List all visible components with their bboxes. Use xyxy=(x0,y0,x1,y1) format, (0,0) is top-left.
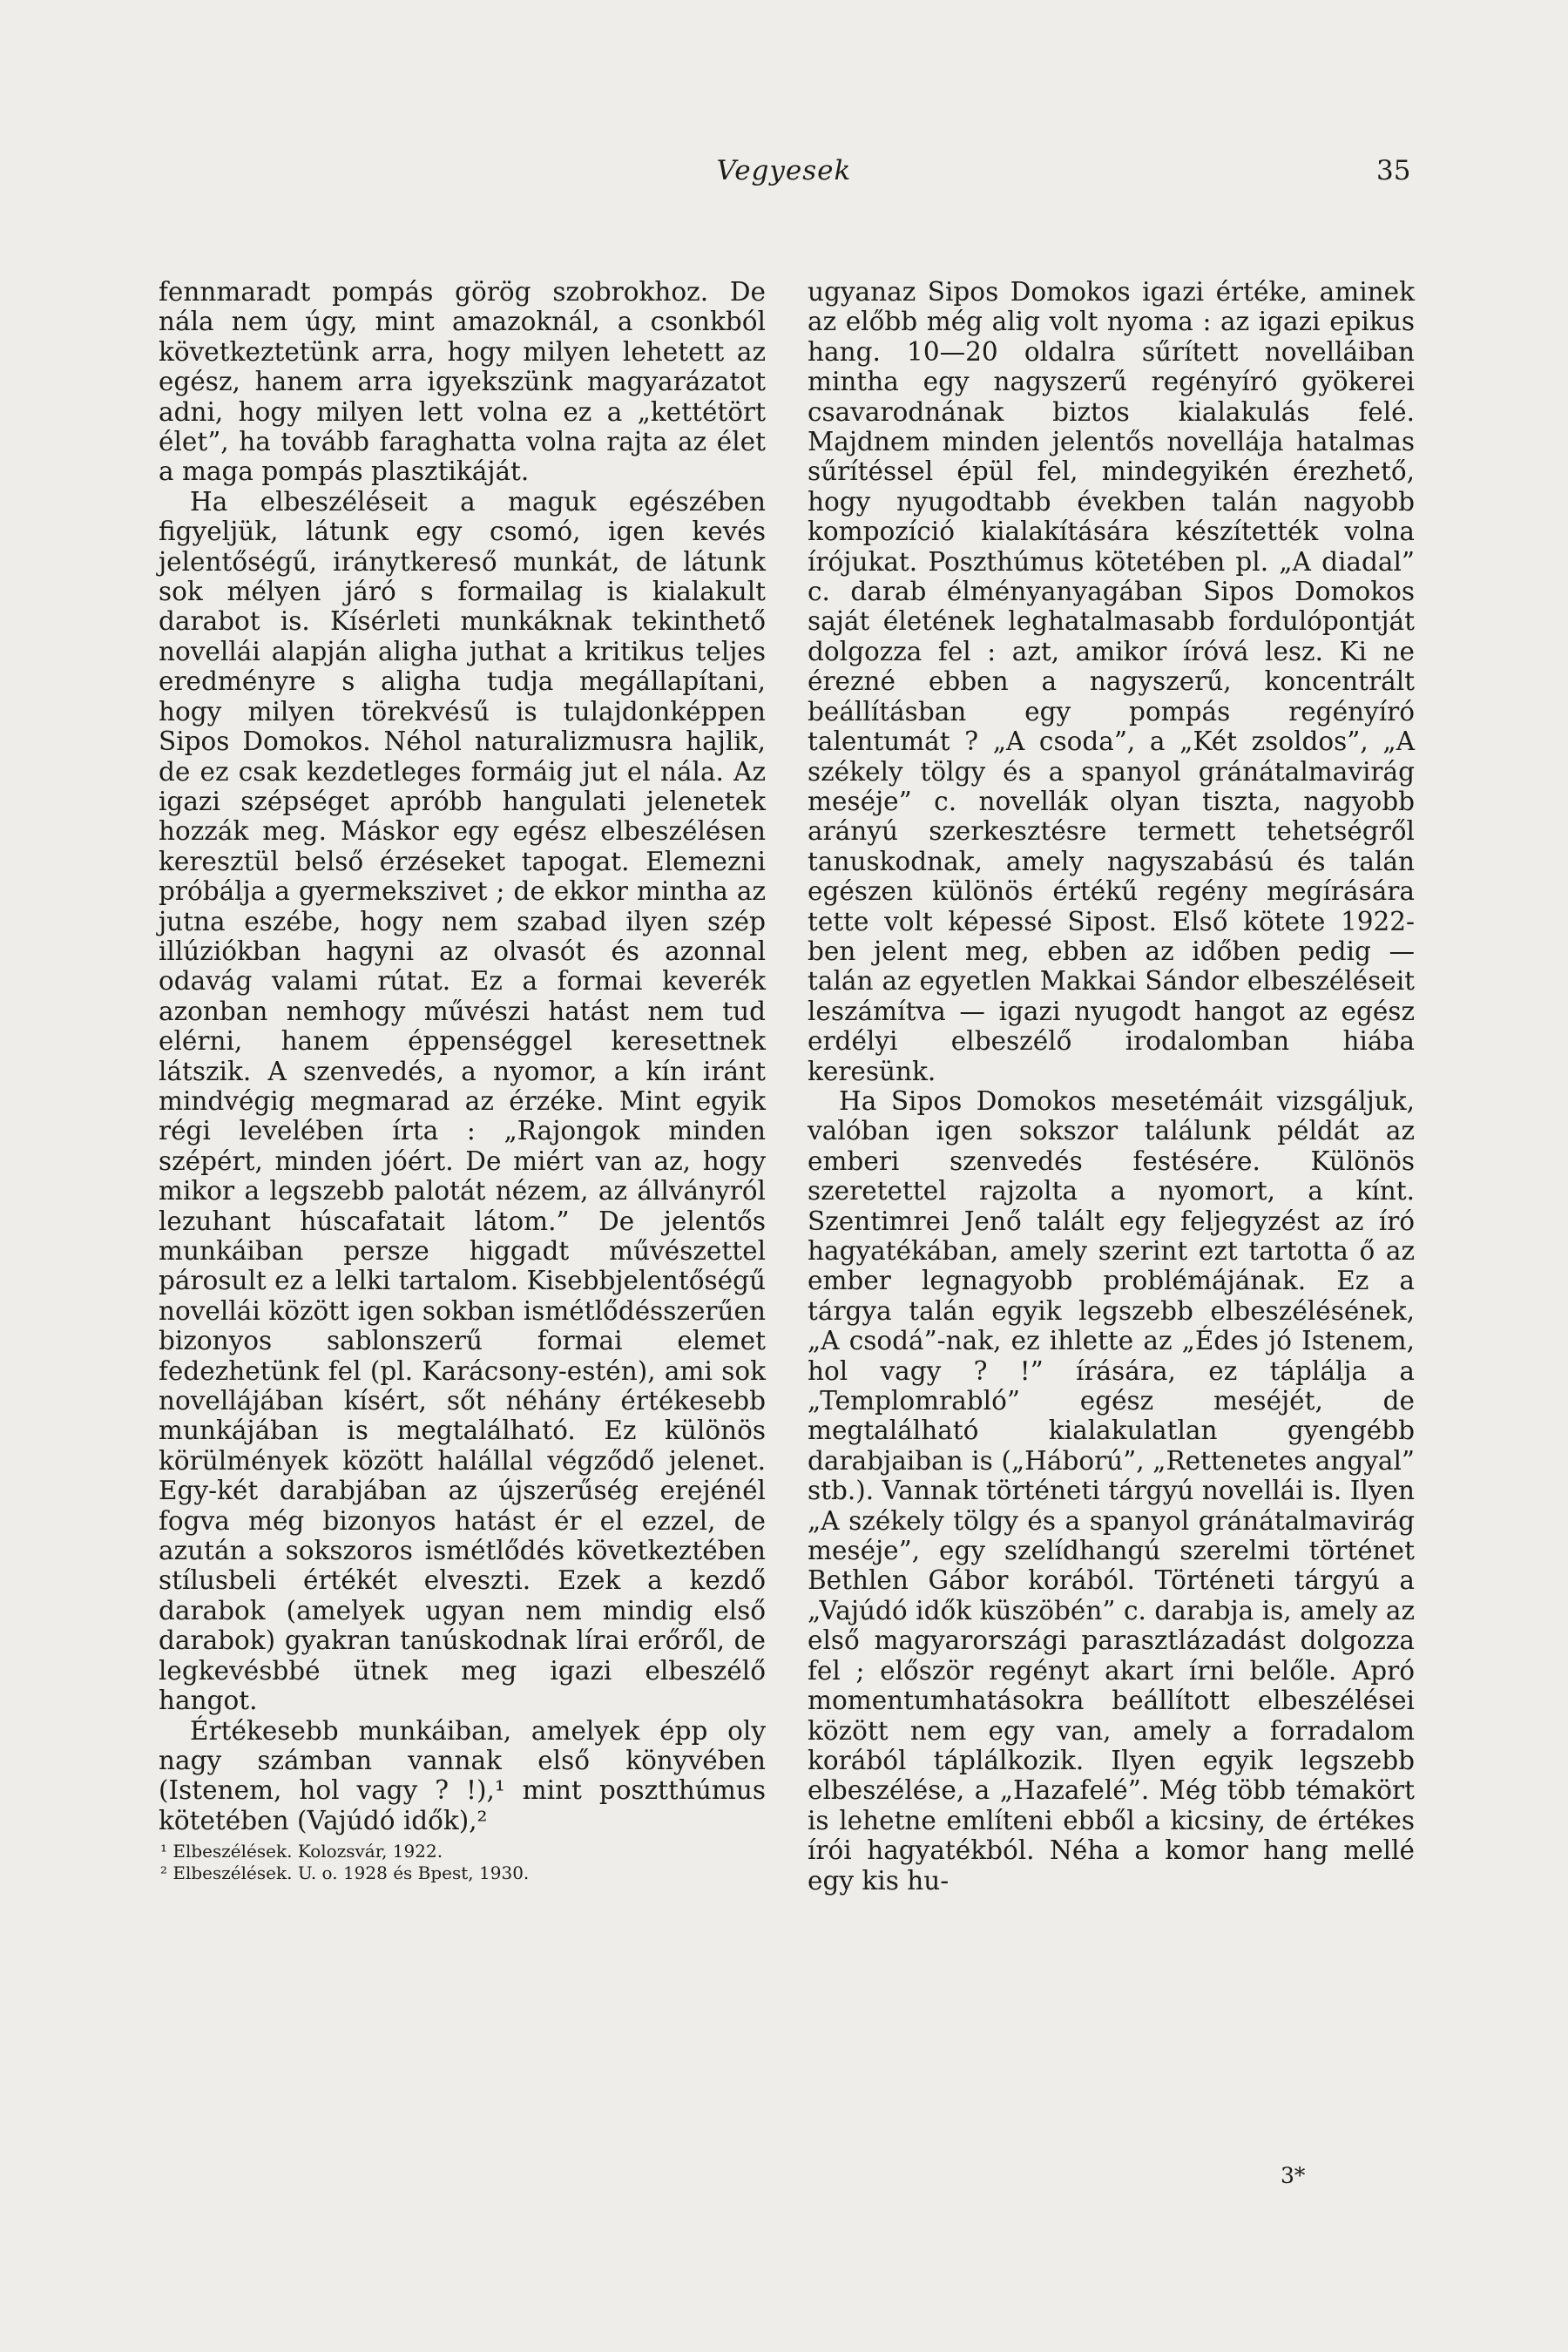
footnote: ² Elbeszélések. U. o. 1928 és Bpest, 1930. xyxy=(160,1862,530,1884)
paragraph: fennmaradt pompás görög szobrokhoz. De nála nem úgy, mint amazoknál, a csonkból következtetünk arra, hogy milyen lehetett az egész, hanem arra igyekszünk magyarázatot adni, hogy milyen lett volna ez a „kettétört élet”, ha tovább faraghatta volna rajta az élet a maga pompás plasztikáját. xyxy=(159,277,766,487)
paragraph: ugyanaz Sipos Domokos igazi értéke, aminek az előbb még alig volt nyoma : az igazi epikus hang. 10—20 oldalra sűrített novelláiban mintha egy nagyszerű regényíró gyökerei csavarodnának biztos kialakulás felé. Majdnem minden jelentős novellája hatalmas sűrítéssel épül fel, mindegyikén érezhető, hogy nyugodtabb években talán nagyobb kompozíció kialakítására készítették volna írójukat. Poszthúmus kötetében pl. „A diadal” c. darab élményanyagában Sipos Domokos saját életének leghatalmasabb fordulópontját dolgozza fel : azt, amikor íróvá lesz. Ki ne érezné ebben a nagyszerű, koncentrált beállításban egy pompás regényíró talentumát ? „A csoda”, a „Két zsoldos”, „A székely tölgy és a spanyol gránátalmavirág meséje” c. novellák olyan tiszta, nagyobb arányú szerkesztésre termett tehetségről tanuskodnak, amely nagyszabású és talán egészen különös értékű regény megírására tette volt képessé Sipost. Első kötete 1922-ben jelent meg, ebben az időben pedig — talán az egyetlen Makkai Sándor elbeszéléseit leszámítva — igazi nyugodt hangot az egész erdélyi elbeszélő irodalomban hiába keresünk. xyxy=(808,277,1415,1086)
paragraph: Ha Sipos Domokos mesetémáit vizsgáljuk, valóban igen sokszor találunk példát az emberi szenvedés festésére. Különös szeretettel rajzolta a nyomort, a kínt. Szentimrei Jenő talált egy feljegyzést az író hagyatékában, amely szerint ezt tartotta ő az ember legnagyobb problémájának. Ez a tárgya talán egyik legszebb elbeszélésének, „A csodá”-nak, ez ihlette az „Édes jó Istenem, hol vagy ? !” írására, ez táplálja a „Templomrabló” egész meséjét, de megtalálható kialakulatlan gyengébb darabjaiban is („Háború”, „Rettenetes angyal” stb.). Vannak történeti tárgyú novellái is. Ilyen „A székely tölgy és a spanyol gránátalmavirág meséje”, egy szelídhangú szerelmi történet Bethlen Gábor korából. Történeti tárgyú a „Vajúdó idők küszöbén” c. darabja is, amely az első magyarországi parasztlázadást dolgozza fel ; először regényt akart írni belőle. Apró momentumhatásokra beállított elbeszélései között nem egy van, amely a forradalom korából táplálkozik. Ilyen egyik legszebb elbeszélése, a „Hazafelé”. Még több témakört is lehetne említeni ebből a kicsiny, de értékes írói hagyatékból. Néha a komor hang mellé egy kis hu- xyxy=(808,1085,1415,1896)
paragraph: Értékesebb munkáiban, amelyek épp oly nagy számban vannak első könyvében (Istenem, hol vagy ? !),¹ mint posztthúmus kötetében (Vajúdó idők),² xyxy=(159,1715,766,1835)
running-title: Vegyesek xyxy=(716,155,852,186)
paragraph: Ha elbeszéléseit a maguk egészében figyeljük, látunk egy csomó, igen kevés jelentőségű, iránytkereső munkát, de látunk sok mélyen járó s formailag is kialakult darabot is. Kísérleti munkáknak tekinthető novellái alapján aligha juthat a kritikus teljes eredményre s aligha tudja megállapítani, hogy milyen törekvésű is tulajdonképpen Sipos Domokos. Néhol naturalizmusra hajlik, de ez csak kezdetleges formáig jut el nála. Az igazi szépséget apróbb hangulati jelenetek hozzák meg. Máskor egy egész elbeszélésen keresztül belső érzéseket tapogat. Elemezni próbálja a gyermekszivet ; de ekkor mintha az jutna eszébe, hogy nem szabad ilyen szép illúziókban hagyni az olvasót és azonnal odavág valami rútat. Ez a formai keverék azonban nemhogy művészi hatást nem tud elérni, hanem éppenséggel keresettnek látszik. A szenvedés, a nyomor, a kín iránt mindvégig megmarad az érzéke. Mint egyik régi levelében írta : „Rajongok minden szépért, minden jóért. De miért van az, hogy mikor a legszebb palotát nézem, az állványról lezuhant húscafatait látom.” De jelentős munkáiban persze higgadt művészettel párosult ez a lelki tartalom. Kisebbjelentőségű novellái között igen sokban ismétlődésszerűen bizonyos sablonszerű formai elemet fedezhetünk fel (pl. Karácsony-estén), ami sok novellájában kísért, sőt néhány értékesebb munkájában is megtalálható. Ez különös körülmények között halállal végződő jelenet. Egy-két darabjában az újszerűség erejénél fogva még bizonyos hatást ér el ezzel, de azután a sokszoros ismétlődés következtében stílusbeli értékét elveszti. Ezek a kezdő darabok (amelyek ugyan nem mindig első darabok) gyakran tanúskodnak lírai erőről, de legkevésbbé ütnek meg igazi elbeszélő hangot. xyxy=(159,486,766,1716)
right-column xyxy=(808,277,1415,1896)
signature-mark: 3* xyxy=(1281,2163,1306,2188)
footnote: ¹ Elbeszélések. Kolozsvár, 1922. xyxy=(160,1841,443,1862)
page-number: 35 xyxy=(1376,155,1411,186)
left-column xyxy=(159,277,766,1884)
footnotes xyxy=(159,1841,766,1884)
